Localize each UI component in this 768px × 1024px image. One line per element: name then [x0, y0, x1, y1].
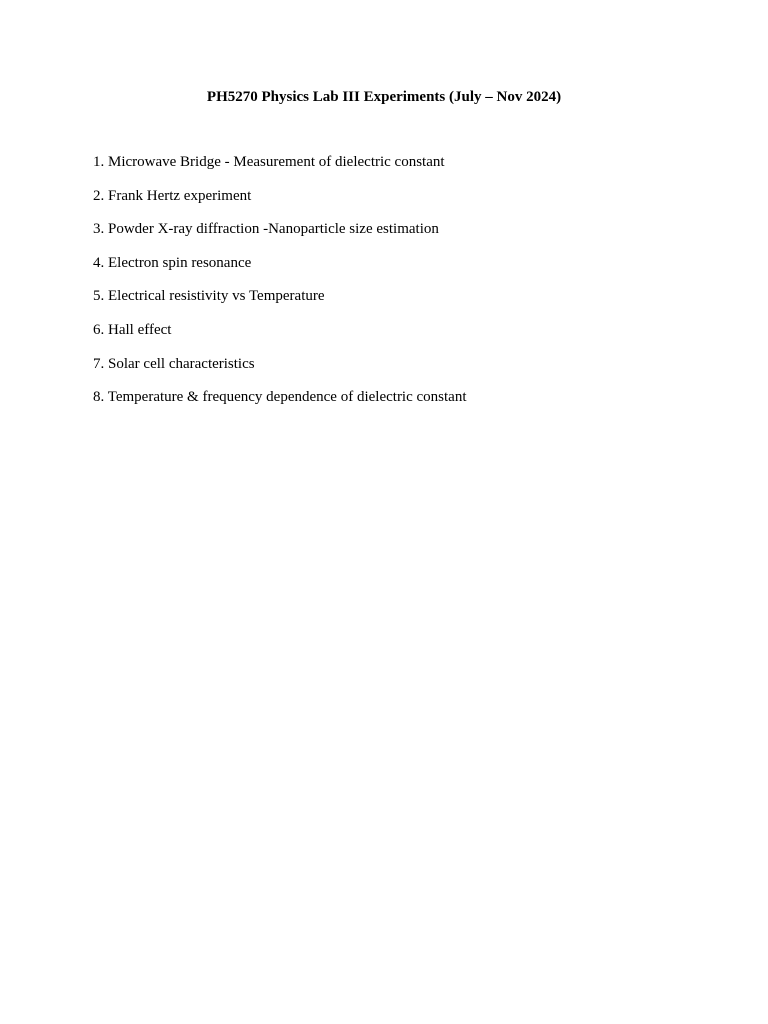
- experiment-item-5: 5. Electrical resistivity vs Temperature: [93, 288, 325, 305]
- experiment-item-2: 2. Frank Hertz experiment: [93, 187, 252, 204]
- experiment-item-8: 8. Temperature & frequency dependence of dielectric constant: [93, 389, 467, 406]
- experiment-item-3: 3. Powder X-ray diffraction -Nanoparticle size estimation: [93, 221, 439, 238]
- experiment-item-6: 6. Hall effect: [93, 321, 172, 338]
- experiment-list: [93, 152, 467, 421]
- experiment-item-4: 4. Electron spin resonance: [93, 254, 252, 271]
- experiment-item-1: 1. Microwave Bridge - Measurement of dielectric constant: [93, 154, 445, 170]
- experiment-item-7: 7. Solar cell characteristics: [93, 355, 255, 372]
- document-title: PH5270 Physics Lab III Experiments (July – Nov 2024): [206, 89, 562, 105]
